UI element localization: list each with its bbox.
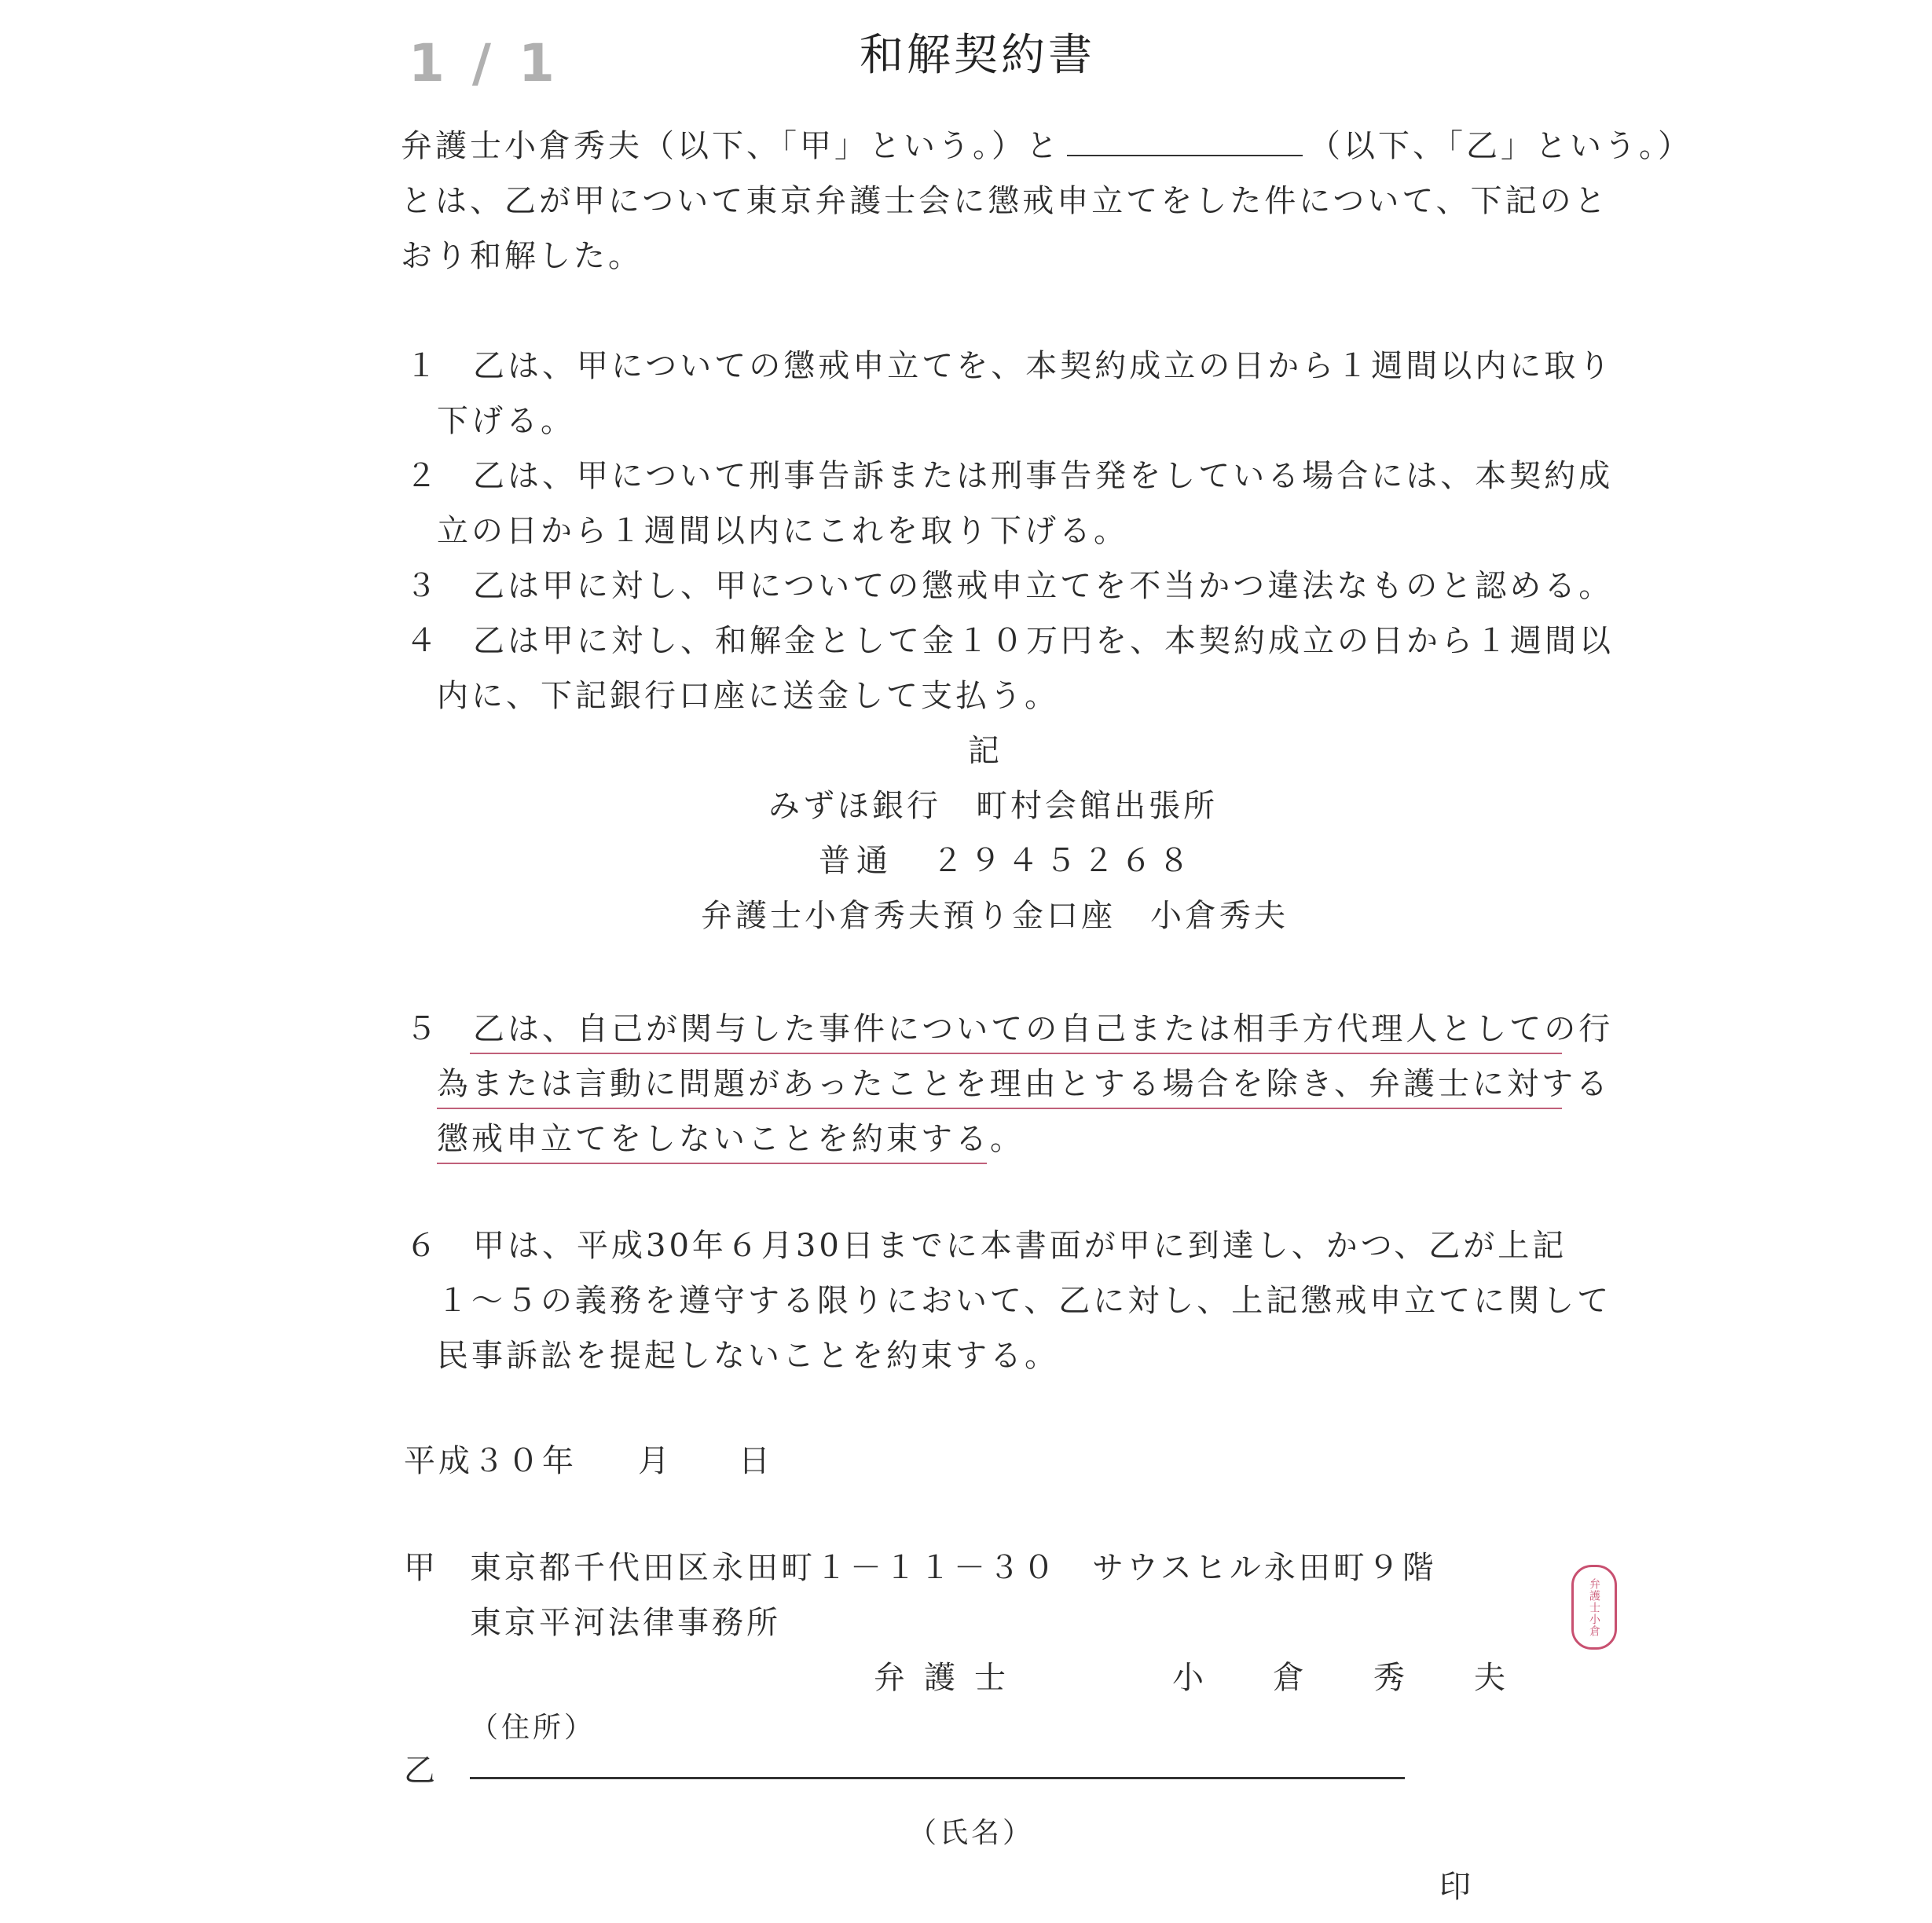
bank-heading: 記 [968, 733, 1003, 769]
party-a-address: 東京都千代田区永田町１－１１－３０ サウスヒル永田町９階 [470, 1550, 1437, 1586]
party-a-name: 小倉秀夫 [1172, 1660, 1575, 1696]
party-b-name-blank [1067, 131, 1303, 156]
clause-3 [405, 570, 1613, 602]
party-a-role: 弁護士 [874, 1660, 1025, 1696]
clause-1-cont: 下げる。 [437, 403, 575, 439]
clause-5 [405, 1013, 1613, 1045]
clause-4-cont: 内に、下記銀行口座に送金して支払う。 [437, 678, 1059, 714]
underline-mark [437, 1108, 1562, 1109]
clause-text: 乙は、自己が関与した事件についての自己または相手方代理人としての行 [473, 1011, 1614, 1047]
party-b-label: 乙 [404, 1753, 438, 1789]
clause-number: ３ [405, 568, 440, 604]
intro-line-1 [401, 130, 1692, 162]
clause-text: 乙は、甲について刑事告訴または刑事告発をしている場合には、本契約成 [473, 458, 1614, 494]
date-era-year: 平成３０年 [404, 1443, 577, 1479]
party-a-label: 甲 [404, 1550, 438, 1586]
party-a-office: 東京平河法律事務所 [470, 1605, 781, 1641]
clause-text: 甲は、平成30年６月30日までに本書面が甲に到達し、かつ、乙が上記 [473, 1228, 1567, 1264]
clause-4 [405, 625, 1614, 657]
underline-mark [437, 1163, 987, 1164]
bank-holder: 弁護士小倉秀夫預り金口座 小倉秀夫 [701, 898, 1289, 934]
intro-text-a: 弁護士小倉秀夫（以下、「甲」という。）と [401, 128, 1061, 164]
clause-5-cont-1: 為または言動に問題があったことを理由とする場合を除き、弁護士に対する [437, 1066, 1611, 1102]
intro-line-2: とは、乙が甲について東京弁護士会に懲戒申立てをした件について、下記のと [401, 183, 1609, 219]
date-day: 日 [739, 1443, 773, 1479]
party-b-signature-line [470, 1777, 1405, 1779]
clause-2 [405, 460, 1613, 492]
clause-6 [405, 1230, 1567, 1262]
clause-text: 乙は甲に対し、和解金として金１０万円を、本契約成立の日から１週間以 [473, 623, 1614, 659]
seal-mark: 印 [1439, 1869, 1474, 1905]
intro-line-3: おり和解した。 [401, 238, 643, 274]
page-number: 1 / 1 [409, 33, 559, 93]
date-month: 月 [638, 1443, 673, 1479]
intro-text-b: （以下、「乙」という。） [1309, 128, 1692, 164]
clause-5-cont-2: 懲戒申立てをしないことを約束する。 [437, 1121, 1025, 1157]
seal-stamp-text: 弁護士小倉 [1588, 1577, 1600, 1637]
party-b-name-label: （氏名） [908, 1817, 1035, 1849]
document-title: 和解契約書 [860, 30, 1095, 81]
clause-6-cont-1: １～５の義務を遵守する限りにおいて、乙に対し、上記懲戒申立てに関して [437, 1283, 1612, 1319]
seal-stamp [1571, 1565, 1617, 1650]
clause-number: ５ [405, 1011, 440, 1047]
clause-text: 乙は甲に対し、甲についての懲戒申立てを不当かつ違法なものと認める。 [473, 568, 1614, 604]
clause-number: １ [405, 348, 440, 384]
clause-number: ２ [405, 458, 440, 494]
clause-2-cont: 立の日から１週間以内にこれを取り下げる。 [437, 513, 1128, 549]
clause-number: ４ [405, 623, 440, 659]
party-b-address-label: （住所） [470, 1712, 596, 1744]
clause-1 [405, 350, 1613, 382]
bank-account: 普通 ２９４５２６８ [819, 843, 1196, 879]
underline-mark [470, 1053, 1562, 1054]
clause-6-cont-2: 民事訴訟を提起しないことを約束する。 [437, 1338, 1059, 1374]
bank-name: みずほ銀行 町村会館出張所 [768, 788, 1218, 824]
clause-number: ６ [405, 1228, 440, 1264]
clause-text: 乙は、甲についての懲戒申立てを、本契約成立の日から１週間以内に取り [473, 348, 1614, 384]
